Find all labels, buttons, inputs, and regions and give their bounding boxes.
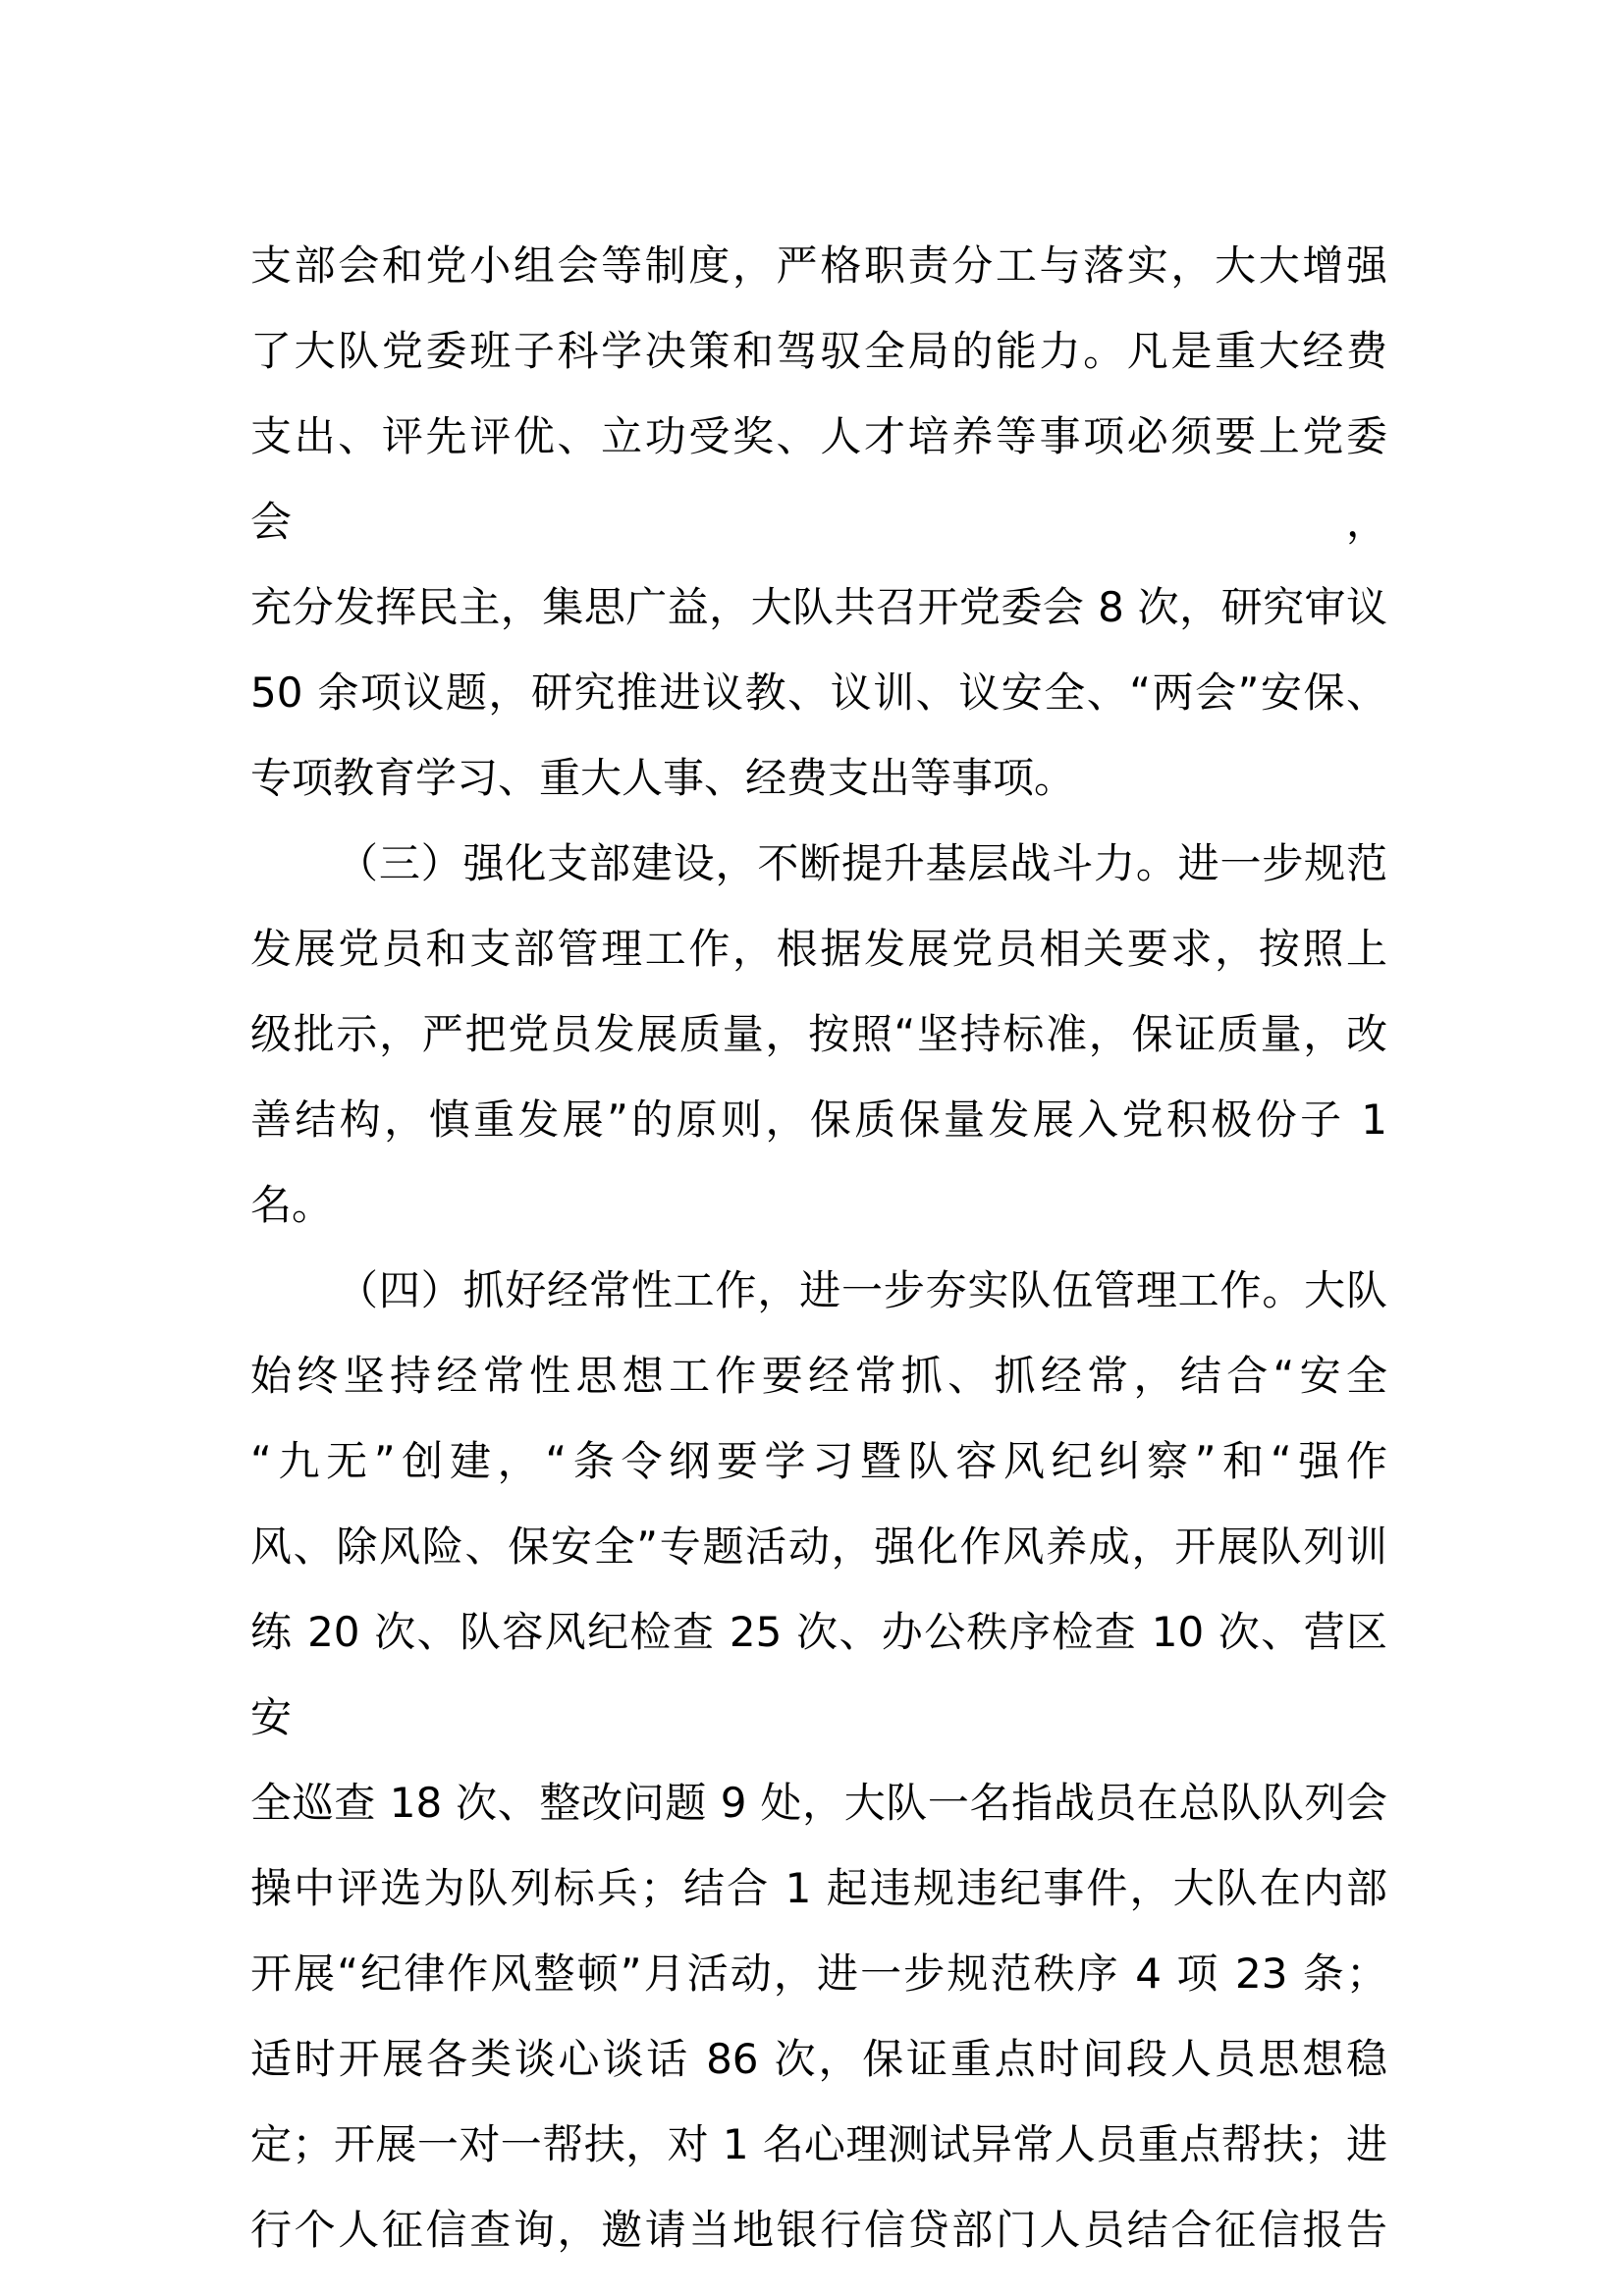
text-line: 专项教育学习、重大人事、经费支出等事项。 bbox=[250, 754, 1076, 802]
section-heading-line: （三）强化支部建设，不断提升基层战斗力。进一步规范 bbox=[337, 839, 1387, 887]
text-line: 操中评选为队列标兵；结合 1 起违规违纪事件，大队在内部 bbox=[250, 1864, 1387, 1912]
text-line: 善结构，慎重发展”的原则，保质保量发展入党积极份子 1 bbox=[250, 1095, 1387, 1144]
text-line: 了大队党委班子科学决策和驾驭全局的能力。凡是重大经费 bbox=[250, 327, 1387, 375]
paragraph-party-committee bbox=[250, 223, 1387, 821]
text-line: 练 20 次、队容风纪检查 25 次、办公秩序检查 10 次、营区安 bbox=[250, 1608, 1387, 1741]
text-line: 级批示，严把党员发展质量，按照“坚持标准，保证质量，改 bbox=[250, 1010, 1387, 1058]
text-line: 支部会和党小组会等制度，严格职责分工与落实，大大增强 bbox=[250, 241, 1387, 290]
text-line: 开展“纪律作风整顿”月活动，进一步规范秩序 4 项 23 条； bbox=[250, 1949, 1387, 1998]
text-line: 50 余项议题，研究推进议教、议训、议安全、“两会”安保、 bbox=[250, 668, 1387, 717]
text-line: 风、除风险、保安全”专题活动，强化作风养成，开展队列训 bbox=[250, 1522, 1387, 1571]
paragraph-routine-work bbox=[250, 1248, 1387, 2272]
document-page bbox=[250, 223, 1387, 2272]
text-line: 行个人征信查询，邀请当地银行信贷部门人员结合征信报告 bbox=[250, 2206, 1387, 2254]
text-line: 充分发挥民主，集思广益，大队共召开党委会 8 次，研究审议 bbox=[250, 583, 1387, 631]
text-line: 名。 bbox=[250, 1181, 334, 1229]
text-line: 发展党员和支部管理工作，根据发展党员相关要求，按照上 bbox=[250, 925, 1387, 973]
text-line: 支出、评先评优、立功受奖、人才培养等事项必须要上党委会， bbox=[250, 412, 1387, 546]
section-heading-line: （四）抓好经常性工作，进一步夯实队伍管理工作。大队 bbox=[337, 1266, 1387, 1314]
text-line: 适时开展各类谈心谈话 86 次，保证重点时间段人员思想稳 bbox=[250, 2035, 1387, 2083]
text-line: 始终坚持经常性思想工作要经常抓、抓经常，结合“安全 bbox=[250, 1352, 1387, 1400]
paragraph-branch-building bbox=[250, 821, 1387, 1248]
text-line: “九无”创建，“条令纲要学习暨队容风纪纠察”和“强作 bbox=[250, 1437, 1387, 1485]
text-line: 全巡查 18 次、整改问题 9 处，大队一名指战员在总队队列会 bbox=[250, 1779, 1387, 1827]
text-line: 定；开展一对一帮扶，对 1 名心理测试异常人员重点帮扶；进 bbox=[250, 2120, 1387, 2168]
